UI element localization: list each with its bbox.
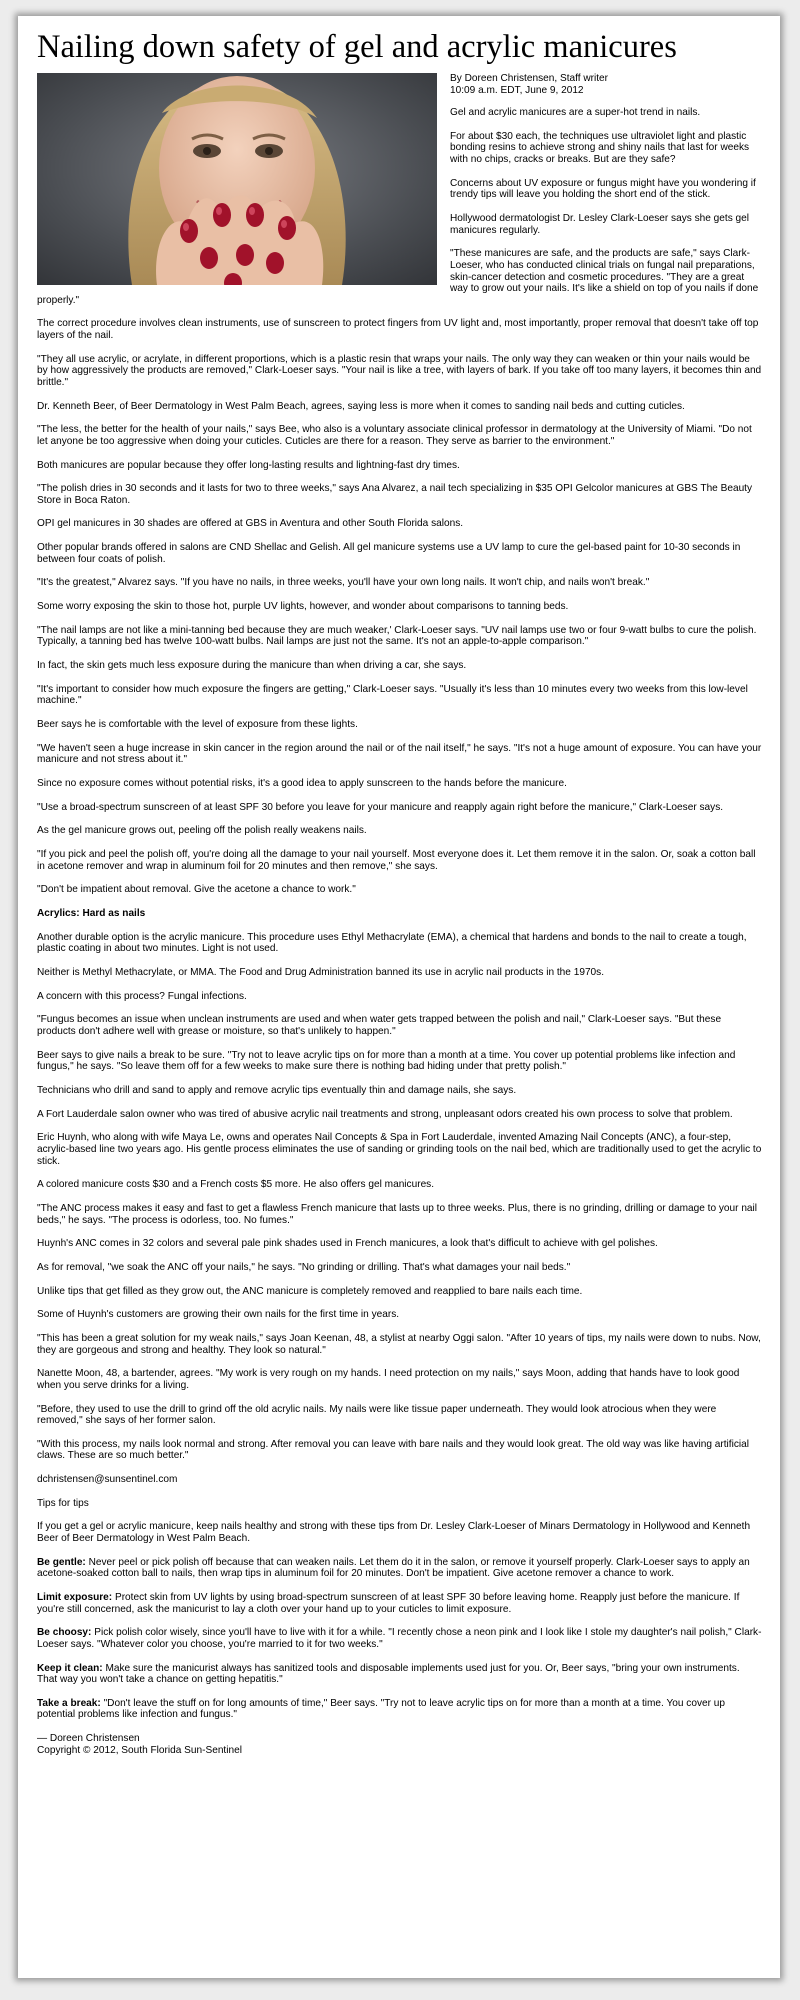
article-paragraph: "The nail lamps are not like a mini-tanning bed because they are much weaker,' Clark-Loeser says. "UV nail lamps use two or four 9-watt bulbs to cure the polish. Typically, a tanning bed has twelve 100-watt bulbs. Nail lamps are just not the same. It's not an apple-to-apple comparison." bbox=[37, 624, 757, 648]
tip-label: Be gentle: bbox=[37, 1556, 86, 1568]
tip-label: Take a break: bbox=[37, 1697, 101, 1709]
article-paragraph: Tips for tips bbox=[37, 1497, 89, 1509]
article-paragraph: "This has been a great solution for my weak nails," says Joan Keenan, 48, a stylist at nearby Oggi salon. "After 10 years of tips, my nails were down to nubs. Now, they are gorgeous and strong and healthy. They look so natural." bbox=[37, 1332, 761, 1356]
article-photo bbox=[37, 73, 437, 285]
article-paragraphs-acrylics bbox=[37, 932, 762, 1545]
article-paragraph: The correct procedure involves clean instruments, use of sunscreen to protect fingers from UV light and, most importantly, proper removal that doesn't take off top layers of the nail. bbox=[37, 318, 759, 341]
tip-item bbox=[37, 1592, 762, 1615]
article-paragraph: "They all use acrylic, or acrylate, in different proportions, which is a plastic resin that wraps your nails. The only way they can weaken or thin your nails would be by how aggressively the products are removed," Clark-Loeser says. "Your nail is like a tree, with layers of bark. If you take off too many layers, it becomes thin and brittle." bbox=[37, 353, 762, 388]
article-paragraph: "With this process, my nails look normal and strong. After removal you can leave with bare nails and they would look great. The old way was like having artificial claws. These are so much better." bbox=[37, 1438, 749, 1462]
tip-text: Pick polish color wisely, since you'll have to live with it for a while. "I recently chose a neon pink and I look like I stole my daughter's nail polish," Clark-Loeser says. "Whatever color you choose, you're married to it for two weeks." bbox=[37, 1627, 762, 1650]
article-page bbox=[18, 16, 780, 1978]
article-paragraph: Since no exposure comes without potential risks, it's a good idea to apply sunscreen to the hands before the manicure. bbox=[37, 778, 567, 790]
article-paragraph: Hollywood dermatologist Dr. Lesley Clark-Loeser says she gets gel manicures regularly. bbox=[450, 213, 750, 236]
tip-item bbox=[37, 1627, 762, 1650]
tips-list bbox=[37, 1557, 762, 1721]
article-paragraph: "The polish dries in 30 seconds and it lasts for two to three weeks," says Ana Alvarez, a nail tech specializing in $35 OPI Gelcolor manicures at GBS The Beauty Store in Boca Raton. bbox=[37, 483, 753, 506]
article-paragraph: Technicians who drill and sand to apply and remove acrylic tips eventually thin and damage nails, she says. bbox=[37, 1084, 517, 1096]
article-title: Nailing down safety of gel and acrylic manicures bbox=[37, 29, 677, 65]
article-paragraph: Gel and acrylic manicures are a super-hot trend in nails. bbox=[450, 107, 701, 119]
article-paragraph: "It's important to consider how much exposure the fingers are getting," Clark-Loeser says. "Usually it's less than 10 minutes every two weeks from this low-level machine." bbox=[37, 683, 748, 707]
tip-item bbox=[37, 1663, 762, 1686]
article-paragraph: Concerns about UV exposure or fungus might have you wondering if trendy tips will leave you holding the short end of the stick. bbox=[450, 177, 756, 201]
copyright: Copyright © 2012, South Florida Sun-Sentinel bbox=[37, 1744, 242, 1756]
article-paragraph: "Fungus becomes an issue when unclean instruments are used and when water gets trapped between the polish and nail," Clark-Loeser says. "But these products don't adhere well with grease or moisture, so that's unlikely to happen." bbox=[37, 1014, 722, 1037]
signoff: — Doreen Christensen bbox=[37, 1733, 140, 1745]
article-paragraph: As for removal, "we soak the ANC off your nails," he says. "No grinding or drilling. That's what damages your nail beds." bbox=[37, 1261, 571, 1273]
article-paragraph: Neither is Methyl Methacrylate, or MMA. The Food and Drug Administration banned its use in acrylic nail products in the 1970s. bbox=[37, 967, 605, 979]
article-paragraph: Unlike tips that get filled as they grow out, the ANC manicure is completely removed and reapplied to bare nails each time. bbox=[37, 1285, 583, 1297]
article-paragraph: Other popular brands offered in salons are CND Shellac and Gelish. All gel manicure systems use a UV lamp to cure the gel-based paint for 10-30 seconds in between four coats of polish. bbox=[37, 542, 741, 565]
article-paragraph: Some worry exposing the skin to those hot, purple UV lights, however, and wonder about comparisons to tanning beds. bbox=[37, 601, 569, 613]
tip-item bbox=[37, 1698, 762, 1721]
tip-item bbox=[37, 1557, 762, 1580]
article-paragraph: OPI gel manicures in 30 shades are offered at GBS in Aventura and other South Florida salons. bbox=[37, 518, 464, 530]
article-paragraph: Beer says to give nails a break to be sure. "Try not to leave acrylic tips on for more than a month at a time. You cover up potential problems like infection and fungus," he says. "So leave them off for a few weeks to make sure there is nothing bad hiding under that pretty polish." bbox=[37, 1049, 736, 1073]
article-paragraph: As the gel manicure grows out, peeling off the polish really weakens nails. bbox=[37, 825, 367, 837]
article-paragraph: "The ANC process makes it easy and fast to get a flawless French manicure that lasts up to three weeks. Plus, there is no grinding, drilling or damage to your nail beds," he says. "The process is odorless, too. No fumes." bbox=[37, 1202, 758, 1226]
article-paragraph: "Before, they used to use the drill to grind off the old acrylic nails. My nails were like tissue paper underneath. They would look atrocious when they were removed," she says of her former salon. bbox=[37, 1403, 717, 1427]
article-paragraph: dchristensen@sunsentinel.com bbox=[37, 1474, 178, 1486]
article-paragraph: "The less, the better for the health of your nails," says Bee, who also is a voluntary associate clinical professor in dermatology at the University of Miami. "Do not let anyone be too aggressive when doing your cuticles. Cuticles are there for a reason. They serve as barrier to the environment." bbox=[37, 424, 752, 447]
article-paragraph: A Fort Lauderdale salon owner who was tired of abusive acrylic nail treatments and strong, unpleasant odors created his own process to solve that problem. bbox=[37, 1108, 733, 1120]
article-paragraph: A concern with this process? Fungal infections. bbox=[37, 990, 247, 1002]
article-paragraph: Some of Huynh's customers are growing their own nails for the first time in years. bbox=[37, 1309, 400, 1321]
article-paragraph: "Don't be impatient about removal. Give the acetone a chance to work." bbox=[37, 884, 356, 896]
tip-text: Protect skin from UV lights by using broad-spectrum sunscreen of at least SPF 30 before leaving home. Reapply just before the manicure. If you're still concerned, ask the manicurist to lay a cloth over your hand up to your cuticles to limit exposure. bbox=[37, 1592, 740, 1615]
article-paragraph: Dr. Kenneth Beer, of Beer Dermatology in West Palm Beach, agrees, saying less is more when it comes to sanding nail beds and cutting cuticles. bbox=[37, 400, 685, 412]
tip-label: Be choosy: bbox=[37, 1627, 92, 1639]
article-paragraph: "If you pick and peel the polish off, you're doing all the damage to your nail yourself. Most everyone does it. Let them remove it in the salon. Or, soak a cotton ball in acetone remover and wrap in aluminum foil for 20 minutes and then remove," she says. bbox=[37, 849, 756, 872]
article-paragraph: Another durable option is the acrylic manicure. This procedure uses Ethyl Methacrylate (EMA), a chemical that hardens and bonds to the nail to create a tough, plastic coating in about two minutes. Light is not used. bbox=[37, 931, 747, 955]
section-subhead: Acrylics: Hard as nails bbox=[37, 908, 146, 920]
article-paragraph: "It's the greatest," Alvarez says. "If you have no nails, in three weeks, you'll have your own long nails. It won't chip, and nails won't break." bbox=[37, 577, 650, 589]
tip-label: Keep it clean: bbox=[37, 1662, 103, 1674]
tip-label: Limit exposure: bbox=[37, 1592, 113, 1603]
article-paragraph: Nanette Moon, 48, a bartender, agrees. "My work is very rough on my hands. I need protection on my nails," says Moon, adding that hands have to look good when you serve drinks for a living. bbox=[37, 1368, 740, 1391]
article-paragraph: Both manicures are popular because they offer long-lasting results and lightning-fast dry times. bbox=[37, 459, 460, 471]
article-paragraph: Beer says he is comfortable with the level of exposure from these lights. bbox=[37, 719, 358, 731]
article-paragraph: In fact, the skin gets much less exposure during the manicure than when driving a car, she says. bbox=[37, 660, 467, 672]
tip-text: Never peel or pick polish off because that can weaken nails. Let them do it in the salon, or remove it yourself properly. Clark-Loeser says to apply an acetone-soaked cotton ball to nails, then wrap tips in aluminum foil for 20 minutes. Don't be impatient. Give acetone remover a chance to work. bbox=[37, 1556, 750, 1580]
tip-text: Make sure the manicurist always has sanitized tools and disposable implements used just for you. Or, Beer says, "bring your own instruments. That way you won't take a chance on getting hepatitis." bbox=[37, 1662, 740, 1686]
article-paragraph: "Use a broad-spectrum sunscreen of at least SPF 30 before you leave for your manicure and reapply again right before the manicure," Clark-Loeser says. bbox=[37, 801, 724, 813]
article-paragraph: A colored manicure costs $30 and a French costs $5 more. He also offers gel manicures. bbox=[37, 1179, 435, 1191]
article-paragraph: "We haven't seen a huge increase in skin cancer in the region around the nail or of the nail itself," he says. "It's not a huge amount of exposure. You can have your manicure and not stress about it." bbox=[37, 742, 762, 766]
woman-manicure-photo bbox=[37, 73, 437, 285]
dateline: 10:09 a.m. EDT, June 9, 2012 bbox=[450, 84, 584, 96]
article-paragraph: If you get a gel or acrylic manicure, keep nails healthy and strong with these tips from Dr. Lesley Clark-Loeser of Minars Dermatology in Hollywood and Kenneth Beer of Beer Dermatology in West Palm Beach. bbox=[37, 1521, 751, 1545]
tip-text: "Don't leave the stuff on for long amounts of time," Beer says. "Try not to leave acrylic tips on for more than a month at a time. You cover up potential problems like infection and fungus." bbox=[37, 1697, 726, 1721]
article-paragraph: For about $30 each, the techniques use ultraviolet light and plastic bonding resins to achieve strong and shiny nails that last for weeks with no chips, cracks or breaks. But are they safe? bbox=[450, 130, 750, 166]
article-paragraph: "These manicures are safe, and the products are safe," says Clark-Loeser, who has conducted clinical trials on fungal nail preparations, skin-cancer detection and cosmetic procedures. "They are a great way to grow out your nails. It's like a shield on top of you nails if done properly." bbox=[37, 248, 759, 306]
author-line: By Doreen Christensen, Staff writer bbox=[450, 73, 609, 84]
article-body bbox=[37, 73, 762, 1756]
article-paragraph: Eric Huynh, who along with wife Maya Le, owns and operates Nail Concepts & Spa in Fort Lauderdale, invented Amazing Nail Concepts (ANC), a four-step, acrylic-based line two years ago. His gentle process eliminates the use of sanding or grinding tools on the nail bed, which are traditionally used to get the acrylic to stick. bbox=[37, 1132, 762, 1167]
article-paragraph: Huynh's ANC comes in 32 colors and several pale pink shades used in French manicures, a look that's difficult to achieve with gel polishes. bbox=[37, 1238, 658, 1250]
